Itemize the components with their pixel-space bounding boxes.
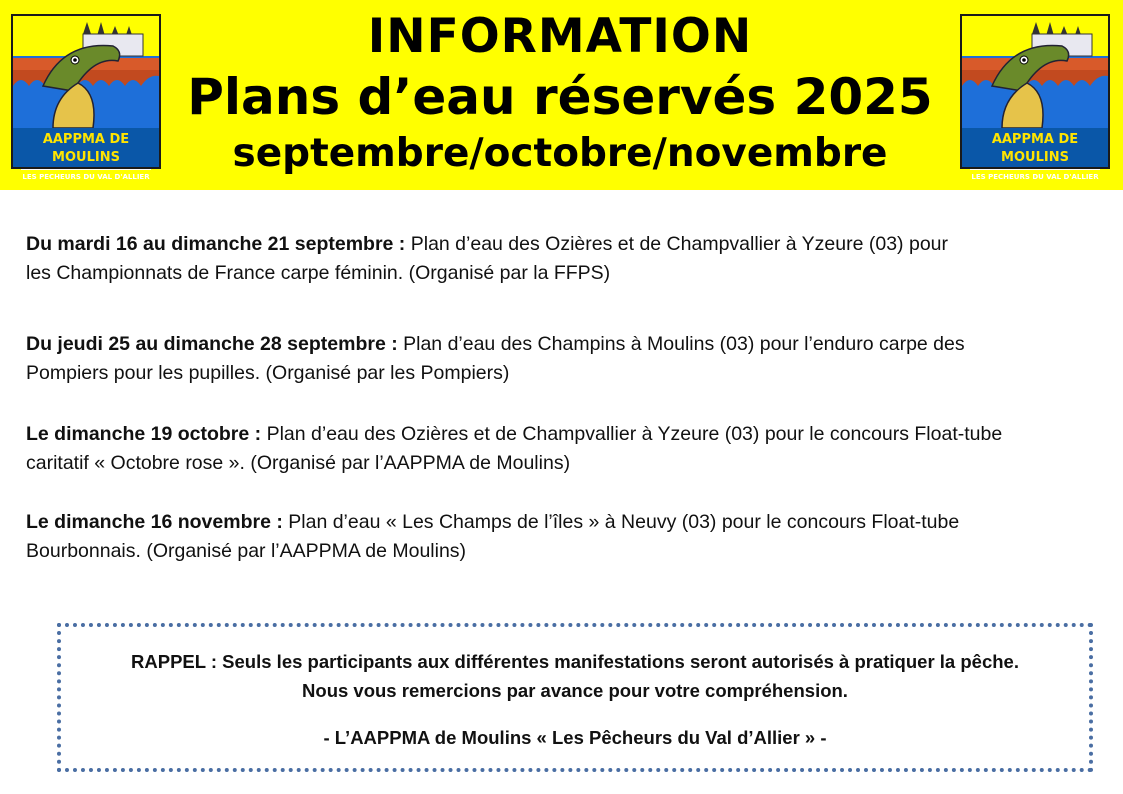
entry-date: Le dimanche 16 novembre : bbox=[26, 511, 283, 533]
page-title: INFORMATION bbox=[367, 9, 753, 64]
entry-text: Plan d’eau des Ozières et de Champvallier à Yzeure (03) pour bbox=[405, 233, 948, 255]
entry-date: Du jeudi 25 au dimanche 28 septembre : bbox=[26, 333, 398, 355]
reservation-entry bbox=[26, 230, 1111, 288]
thanks-text: Nous vous remercions par avance pour votre compréhension. bbox=[302, 680, 848, 701]
entry-date: Du mardi 16 au dimanche 21 septembre : bbox=[26, 233, 406, 255]
reminder-box bbox=[57, 623, 1093, 772]
signature: - L’AAPPMA de Moulins « Les Pêcheurs du Val d’Allier » - bbox=[323, 727, 827, 748]
entry-text: Plan d’eau des Ozières et de Champvallier à Yzeure (03) pour le concours Float-tube bbox=[261, 423, 1003, 445]
logo-caption bbox=[962, 128, 1108, 181]
entry-line: les Championnats de France carpe féminin. (Organisé par la FFPS) bbox=[26, 262, 611, 284]
entry-line bbox=[26, 230, 1111, 259]
reservation-entry bbox=[26, 420, 1111, 478]
page-subtitle: Plans d’eau réservés 2025 bbox=[187, 68, 933, 126]
entry-line bbox=[26, 508, 1111, 537]
entry-line bbox=[26, 330, 1111, 359]
reservation-entry bbox=[26, 330, 1111, 388]
fish-bridge-icon bbox=[962, 16, 1108, 128]
logo-main-text: AAPPMA DE MOULINS bbox=[991, 132, 1079, 165]
aappma-logo-left bbox=[11, 14, 161, 181]
entry-text: Plan d’eau « Les Champs de l’îles » à Neuvy (03) pour le concours Float-tube bbox=[282, 511, 960, 533]
header-banner bbox=[0, 0, 1123, 190]
entry-line: caritatif « Octobre rose ». (Organisé par l’AAPPMA de Moulins) bbox=[26, 452, 571, 474]
logo-sub-text: LES PECHEURS DU VAL D'ALLIER bbox=[970, 169, 1100, 182]
entry-line: Pompiers pour les pupilles. (Organisé par les Pompiers) bbox=[26, 362, 510, 384]
logo-sub-text: LES PECHEURS DU VAL D'ALLIER bbox=[21, 169, 151, 182]
entry-line bbox=[26, 420, 1111, 449]
entry-line: Bourbonnais. (Organisé par l’AAPPMA de Moulins) bbox=[26, 540, 467, 562]
entry-text: Plan d’eau des Champins à Moulins (03) pour l’enduro carpe des bbox=[397, 333, 965, 355]
logo-main-text: AAPPMA DE MOULINS bbox=[42, 132, 130, 165]
entry-date: Le dimanche 19 octobre : bbox=[26, 423, 262, 445]
period-subtitle: septembre/octobre/novembre bbox=[232, 131, 888, 176]
title-block bbox=[160, 8, 960, 180]
aappma-logo-right bbox=[960, 14, 1110, 181]
reservation-entry bbox=[26, 508, 1111, 566]
reminder-text: RAPPEL : Seuls les participants aux différentes manifestations seront autorisés à pratiquer la pêche. bbox=[131, 651, 1019, 672]
logo-caption bbox=[13, 128, 159, 181]
fish-bridge-icon bbox=[13, 16, 159, 128]
